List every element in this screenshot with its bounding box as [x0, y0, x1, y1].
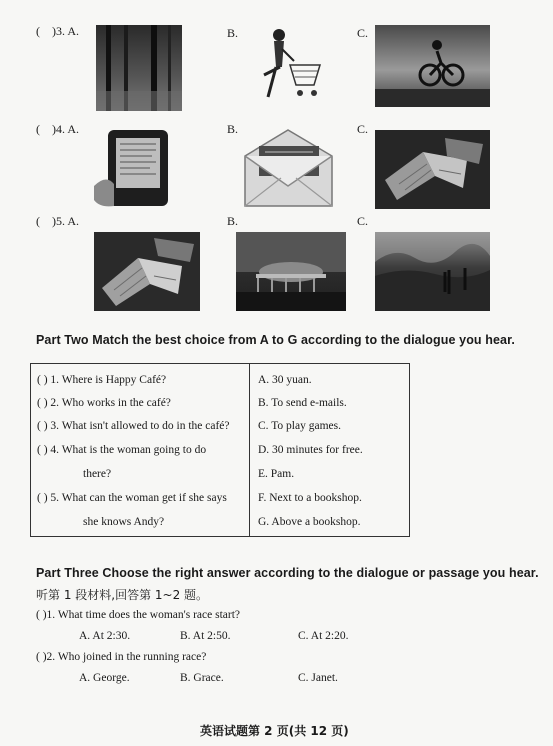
- mc-question-2-stem: ( )2. Who joined in the running race?: [36, 651, 207, 663]
- page-footer: 英语试题第 2 页(共 12 页): [200, 724, 349, 738]
- option-4b-letter: B.: [227, 122, 239, 136]
- table-divider: [249, 364, 250, 536]
- part-three-heading: Part Three Choose the right answer according to the dialogue or passage you hear.: [36, 566, 539, 580]
- picture-4c-open-books: [375, 130, 490, 209]
- mc-question-1-stem: ( )1. What time does the woman's race start?: [36, 609, 240, 621]
- picture-5b-bridge-dusk: [236, 232, 346, 311]
- option-3b-letter: B.: [227, 26, 239, 40]
- match-question-3: ( ) 3. What isn't allowed to do in the café?: [37, 420, 230, 432]
- part-two-heading: Part Two Match the best choice from A to G according to the dialogue you hear.: [36, 333, 515, 347]
- choice-c: C. To play games.: [258, 420, 341, 432]
- choice-g: G. Above a bookshop.: [258, 516, 361, 528]
- option-5c-letter: C.: [357, 214, 369, 228]
- match-question-5: ( ) 5. What can the woman get if she says: [37, 492, 227, 504]
- match-question-4: ( ) 4. What is the woman going to do: [37, 444, 207, 456]
- part-three-instruction: 听第 1 段材料,回答第 1~2 题。: [36, 588, 209, 602]
- choice-b: B. To send e-mails.: [258, 397, 347, 409]
- match-question-1: ( ) 1. Where is Happy Café?: [37, 374, 167, 386]
- question-3-label: ( )3. A.: [36, 24, 79, 38]
- choice-d: D. 30 minutes for free.: [258, 444, 363, 456]
- mc-question-2-option-c: C. Janet.: [298, 672, 338, 684]
- match-question-2: ( ) 2. Who works in the café?: [37, 397, 171, 409]
- mc-question-2-option-b: B. Grace.: [180, 672, 224, 684]
- choice-f: F. Next to a bookshop.: [258, 492, 362, 504]
- picture-5a-books: [94, 232, 200, 311]
- picture-4a-ereader: [92, 128, 176, 210]
- match-question-4-cont: there?: [83, 468, 112, 480]
- picture-5c-dark-landscape: [375, 232, 490, 311]
- match-question-5-cont: she knows Andy?: [83, 516, 165, 528]
- picture-3a-forest: [96, 25, 182, 111]
- option-3c-letter: C.: [357, 26, 369, 40]
- option-5b-letter: B.: [227, 214, 239, 228]
- option-4c-letter: C.: [357, 122, 369, 136]
- question-5-label: ( )5. A.: [36, 214, 79, 228]
- choice-e: E. Pam.: [258, 468, 295, 480]
- question-4-label: ( )4. A.: [36, 122, 79, 136]
- mc-question-2-option-a: A. George.: [79, 672, 130, 684]
- picture-3c-cyclist: [375, 25, 490, 107]
- picture-4b-envelope-letter: [243, 128, 334, 208]
- choice-a: A. 30 yuan.: [258, 374, 312, 386]
- mc-question-1-option-b: B. At 2:50.: [180, 630, 231, 642]
- mc-question-1-option-c: C. At 2:20.: [298, 630, 349, 642]
- matching-table: [30, 363, 410, 537]
- picture-3b-woman-shopping-cart: [246, 27, 324, 107]
- mc-question-1-option-a: A. At 2:30.: [79, 630, 131, 642]
